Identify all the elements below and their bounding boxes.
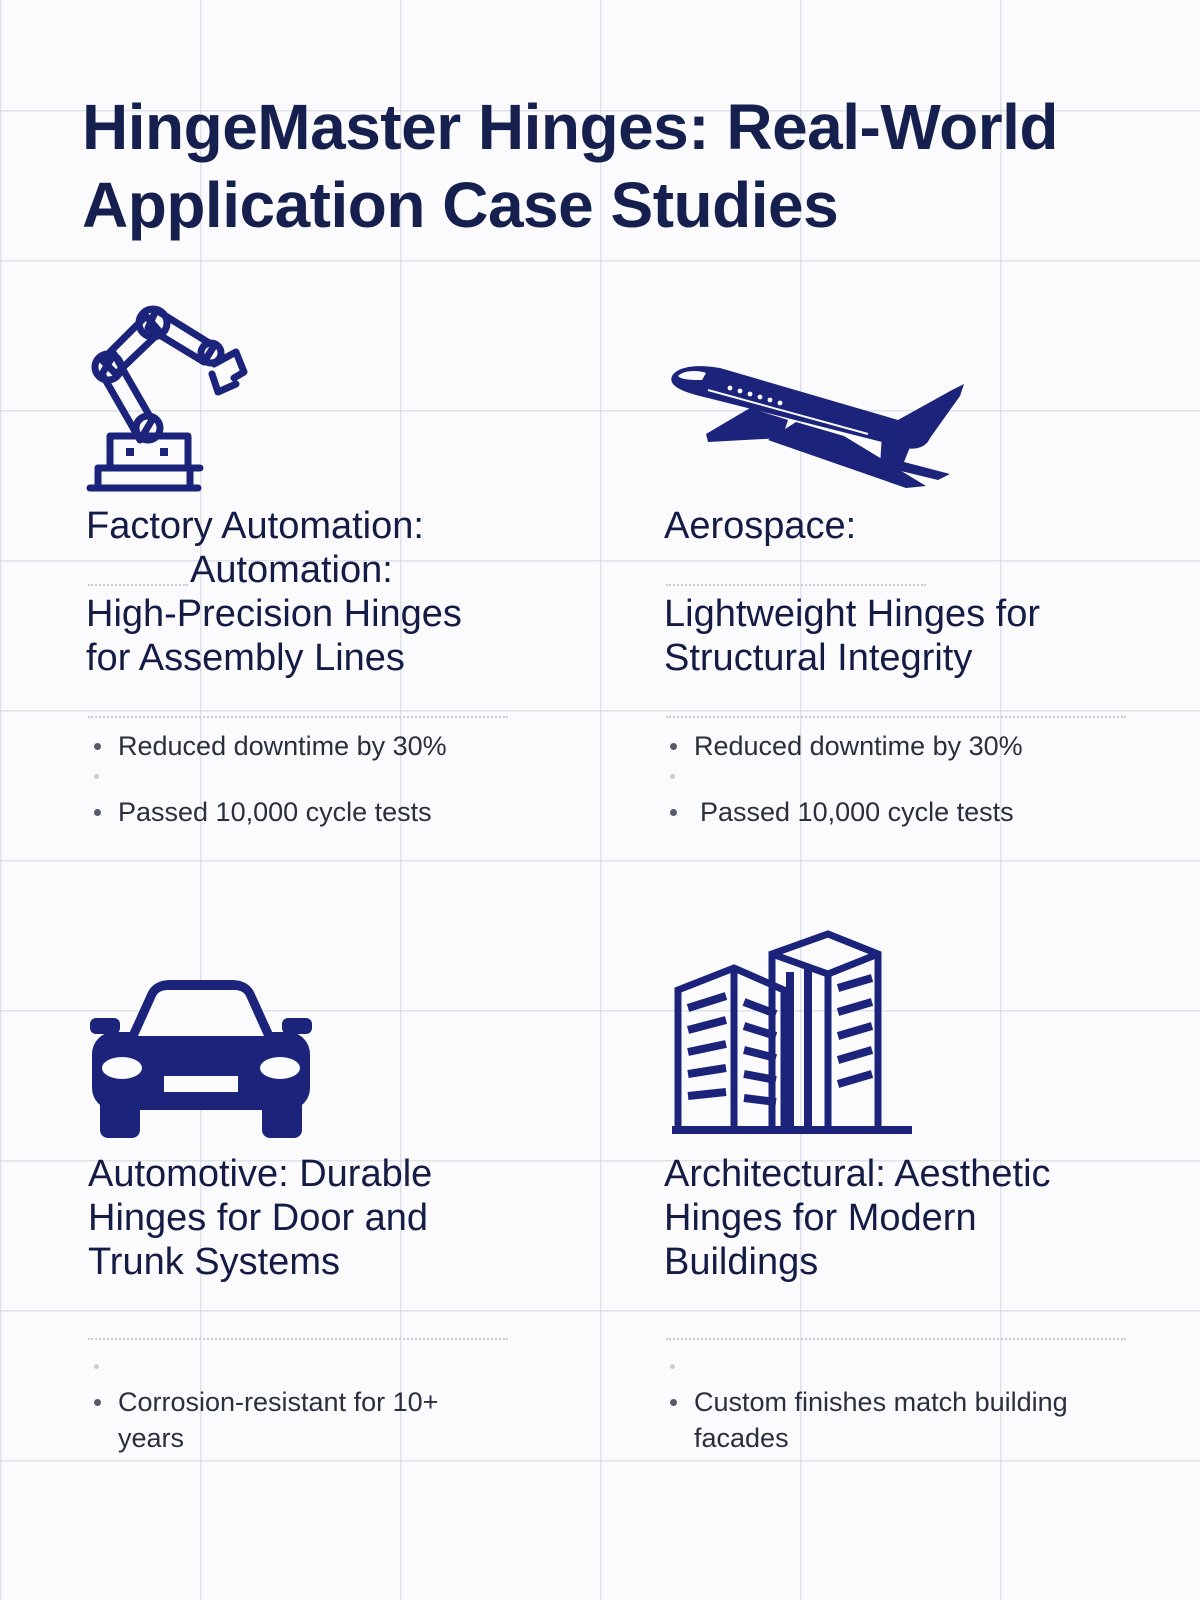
bullet-item: [88, 764, 548, 794]
divider: [666, 584, 926, 586]
heading-line: Hinges for Door and: [88, 1197, 429, 1239]
car-icon: [90, 978, 312, 1140]
divider: [88, 716, 508, 718]
heading-line: Hinges for Modern: [664, 1197, 977, 1239]
bullet-item: [664, 1354, 1144, 1384]
bullet-item: Corrosion-resistant for 10+ years: [88, 1384, 488, 1456]
page-title: HingeMaster Hinges: Real-World Application Case Studies: [82, 91, 1058, 241]
heading-line: High-Precision Hinges: [86, 593, 462, 635]
bullet-item: Passed 10,000 cycle tests: [88, 794, 548, 830]
divider: [88, 584, 188, 586]
bullet-list: [664, 728, 1144, 830]
bullet-item: Custom finishes match building facades: [664, 1384, 1134, 1456]
bullet-list: [664, 1354, 1144, 1456]
bullet-item: Passed 10,000 cycle tests: [664, 794, 1144, 830]
bullet-list: [88, 728, 548, 830]
bullet-list: [88, 1354, 548, 1456]
card-heading: [88, 1152, 558, 1284]
heading-line: Structural Integrity: [664, 637, 973, 679]
divider: [666, 716, 1126, 718]
heading-line: Automation:: [190, 549, 393, 591]
heading-line: for Assembly Lines: [86, 637, 405, 679]
card-heading: [664, 1152, 1164, 1284]
bullet-item: [664, 764, 1144, 794]
card-heading: [86, 504, 546, 680]
bullet-item: Reduced downtime by 30%: [664, 728, 1144, 764]
airplane-icon: [668, 362, 968, 502]
bullet-item: Reduced downtime by 30%: [88, 728, 548, 764]
heading-line: Trunk Systems: [88, 1241, 340, 1283]
divider: [666, 1338, 1126, 1340]
heading-line: Architectural: Aesthetic: [664, 1153, 1051, 1195]
robotic-arm-icon: [86, 302, 251, 494]
divider: [88, 1338, 508, 1340]
heading-line: Automotive: Durable: [88, 1153, 433, 1195]
card-heading: [664, 504, 1144, 680]
heading-line: Buildings: [664, 1241, 819, 1283]
heading-line: Aerospace:: [664, 505, 857, 547]
heading-line: Lightweight Hinges for: [664, 593, 1040, 635]
building-icon: [672, 930, 912, 1136]
bullet-item: [88, 1354, 548, 1384]
heading-line: Factory Automation:: [86, 505, 424, 547]
